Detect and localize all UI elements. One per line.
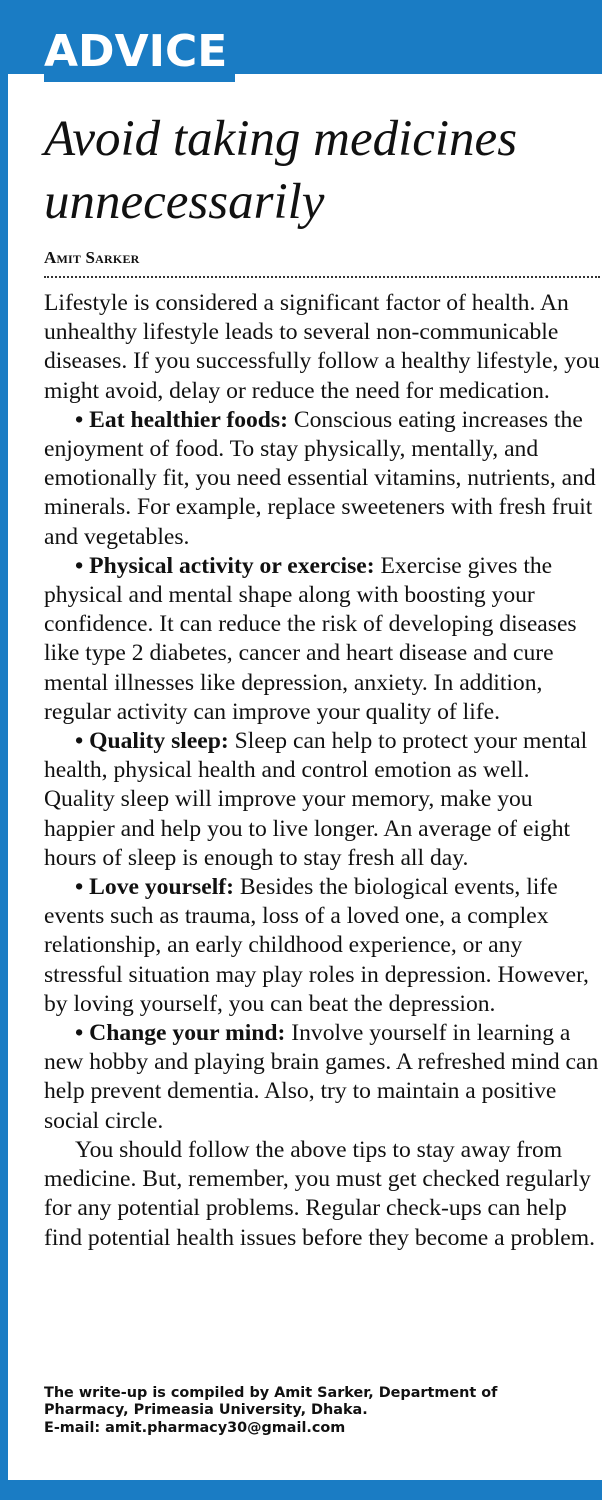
tip-text: Involve yourself in learning a new hobby and playing brain games. A refreshed mind can help prevent dementia. Also, try to maintain a positive social circle. [44, 1020, 599, 1134]
tip-paragraph-eat-healthier [44, 406, 602, 552]
tip-paragraph-physical-activity [44, 552, 602, 727]
article-headline: Avoid taking medicines unnecessarily [44, 111, 518, 230]
tip-title: • Change your mind: [75, 1020, 286, 1047]
tip-title: • Physical activity or exercise: [75, 552, 375, 579]
conclusion-paragraph: You should follow the above tips to stay away from medicine. But, remember, you must get checked regularly for any potential problems. Regular check-ups can help find potential health issues before they become a problem. [44, 1136, 595, 1251]
article-body [44, 289, 602, 1253]
author-credit-note [44, 1385, 592, 1437]
tip-title: • Love yourself: [75, 874, 234, 901]
dotted-divider [44, 276, 600, 278]
intro-paragraph: Lifestyle is considered a significant factor of health. An unhealthy lifestyle leads to several non-communicable diseases. If you successfully follow a healthy lifestyle, you might avoid, delay or reduce the need for medication. [44, 290, 600, 404]
author-email: E-mail: amit.pharmacy30@gmail.com [44, 1419, 346, 1436]
left-border-bar [0, 0, 8, 1500]
tip-title: • Eat healthier foods: [75, 406, 288, 433]
tip-text: Exercise gives the physical and mental shape along with boosting your confidence. It can reduce the risk of developing diseases like type 2 diabetes, cancer and heart disease and cure mental illnesses like depression, anxiety. In addition, regular activity can improve your quality of life. [44, 552, 577, 725]
credit-line: The write-up is compiled by Amit Sarker, Department of [44, 1385, 498, 1401]
credit-line: Pharmacy, Primeasia University, Dhaka. [44, 1402, 368, 1419]
tip-paragraph-quality-sleep [44, 727, 602, 873]
tip-title: • Quality sleep: [75, 728, 229, 755]
tip-paragraph-love-yourself [44, 873, 602, 1019]
byline: Amit Sarker [44, 248, 140, 267]
tip-paragraph-change-your-mind [44, 1019, 602, 1136]
section-label: ADVICE [44, 22, 235, 82]
tip-text: Besides the biological events, life events such as trauma, loss of a loved one, a complex relationship, an early childhood experience, or any stressful situation may play roles in depression. However, by loving yourself, you can beat the depression. [44, 874, 589, 1017]
tip-text: Conscious eating increases the enjoyment of food. To stay physically, mentally, and emotionally fit, you need essential vitamins, nutrients, and minerals. For example, replace sweeteners with fresh fruit and vegetables. [44, 406, 596, 550]
bottom-border-bar [0, 1480, 602, 1500]
tip-text: Sleep can help to protect your mental health, physical health and control emotion as well. Quality sleep will improve your memory, make you happier and help you to live longer. An average of eight hours of sleep is enough to stay fresh all day. [44, 728, 588, 871]
